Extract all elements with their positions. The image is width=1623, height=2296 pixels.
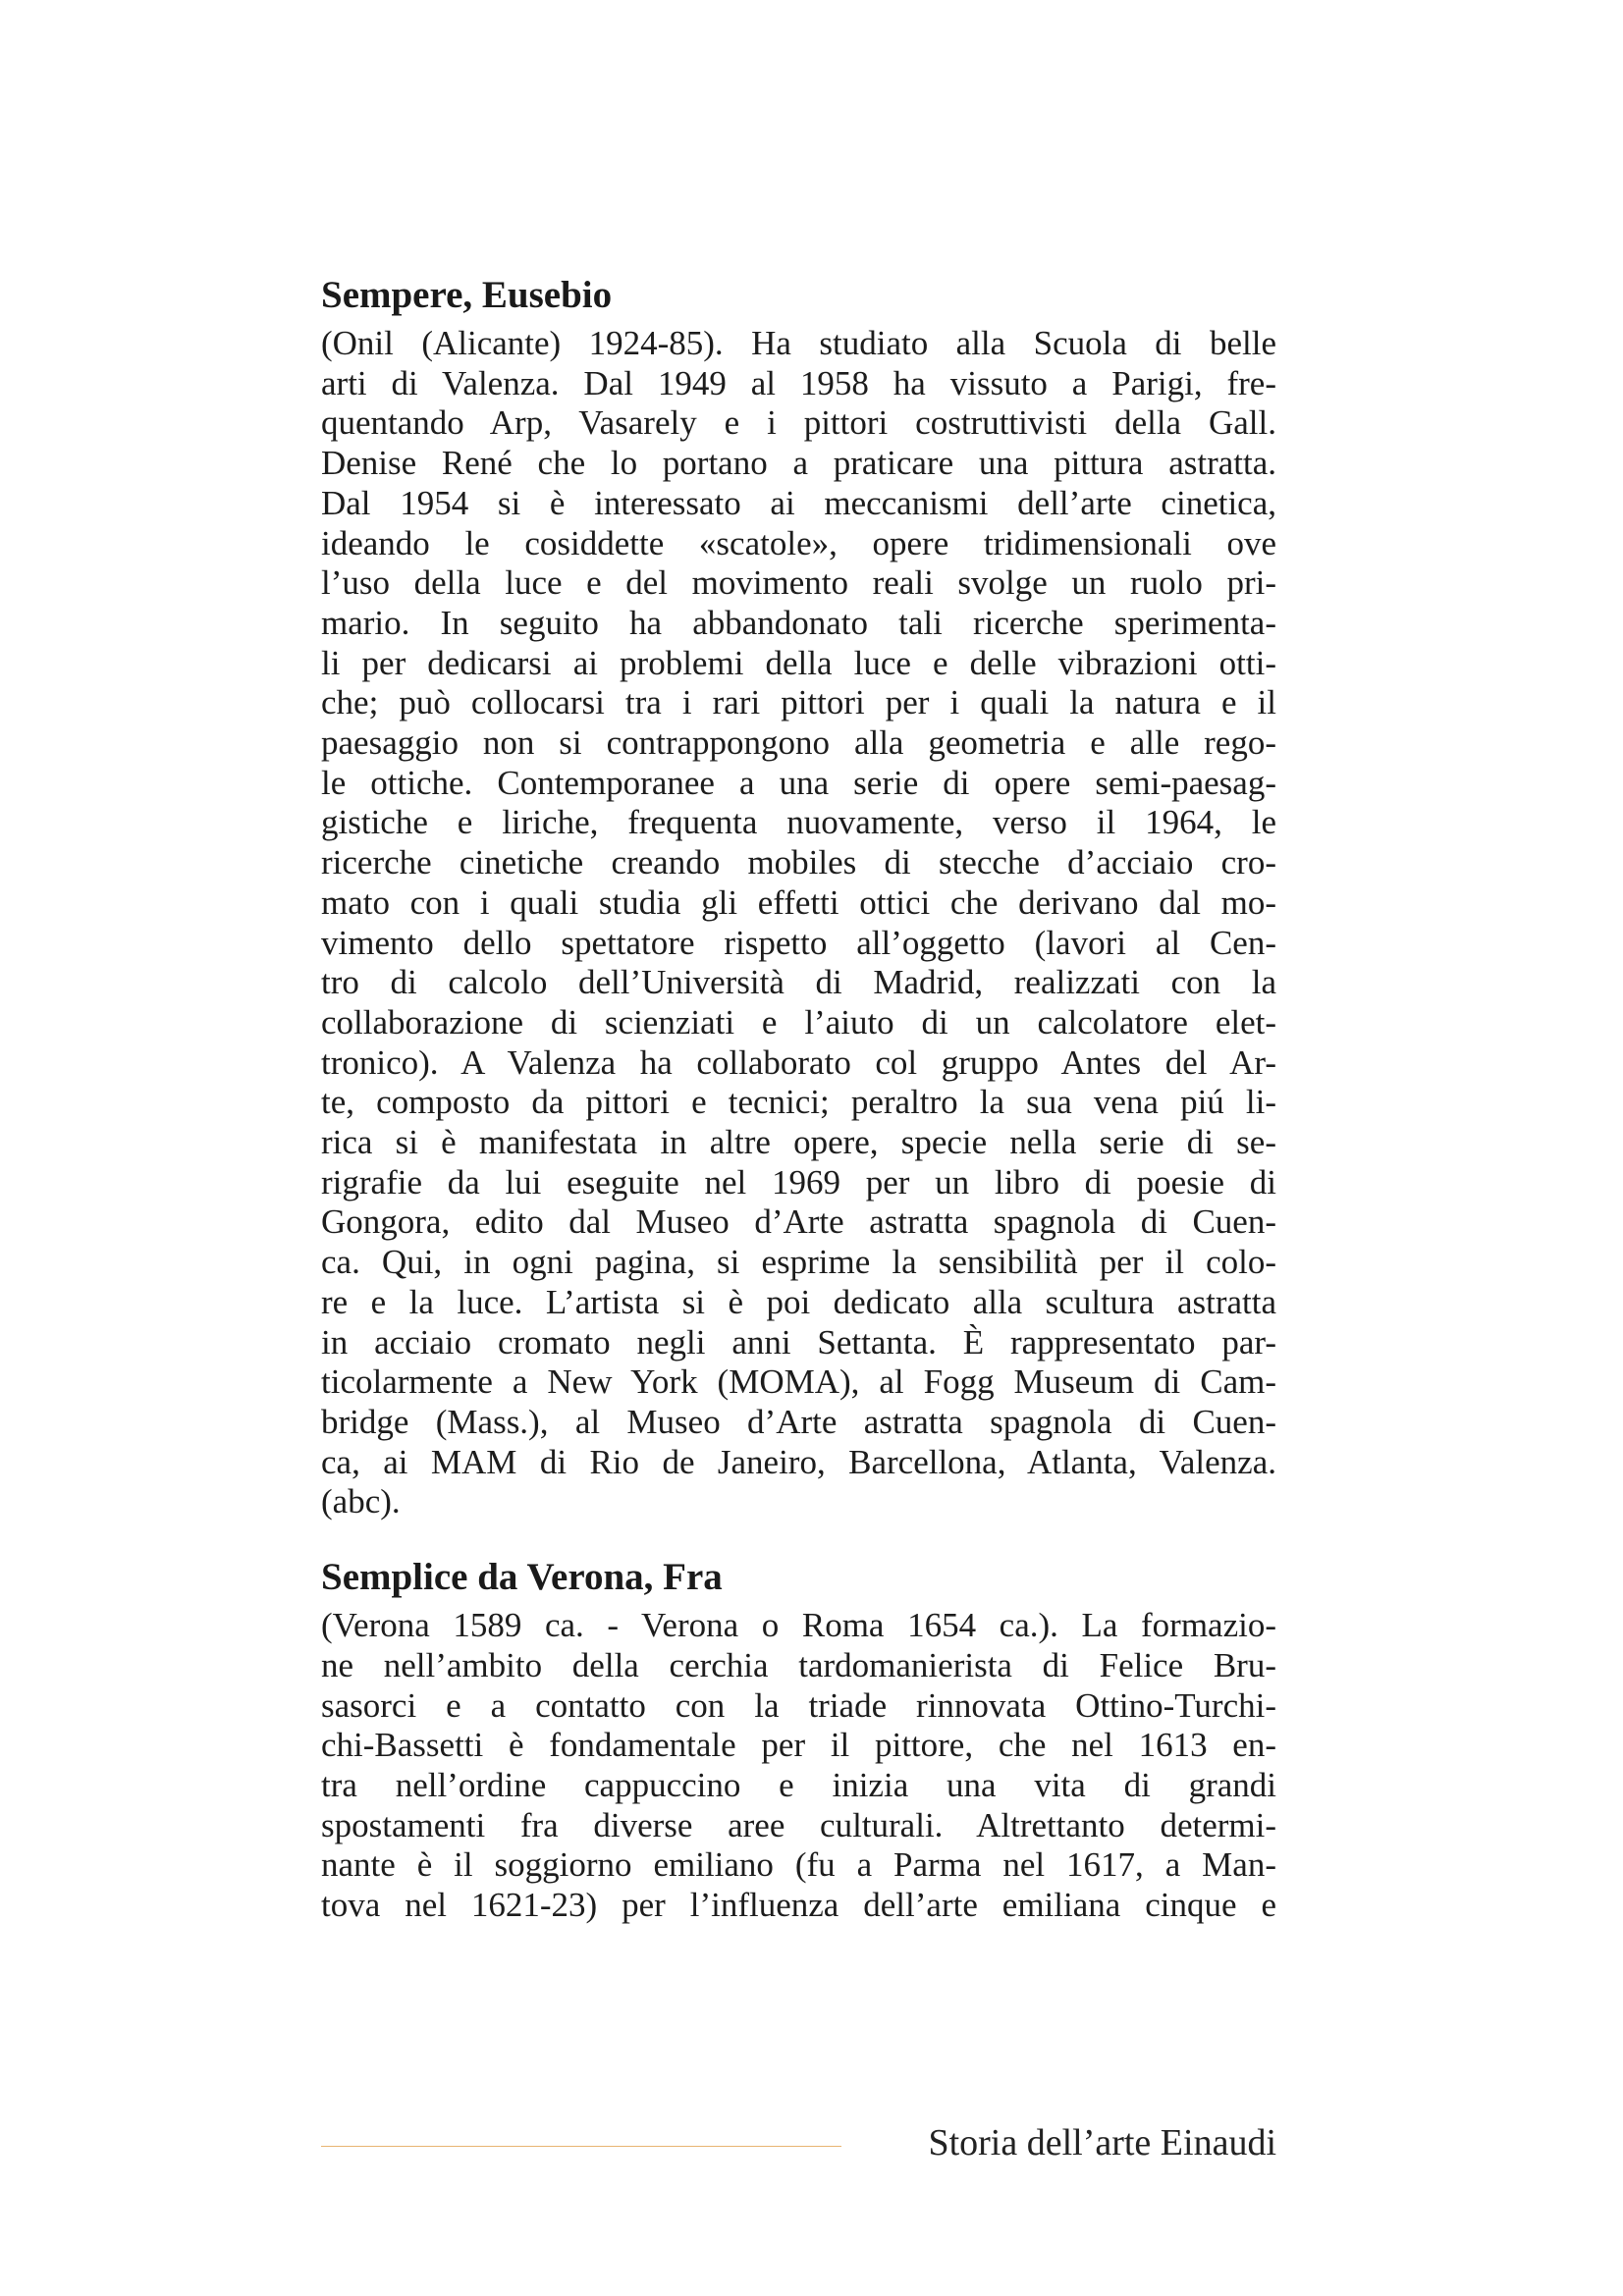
body-line: nante è il soggiorno emiliano (fu a Parma nel 1617, a Man- bbox=[321, 1845, 1276, 1885]
footer-rule bbox=[321, 2146, 841, 2147]
body-line: ricerche cinetiche creando mobiles di stecche d’acciaio cro- bbox=[321, 843, 1276, 882]
body-line: le ottiche. Contemporanee a una serie di opere semi-paesag- bbox=[321, 763, 1276, 802]
body-line: gistiche e liriche, frequenta nuovamente, verso il 1964, le bbox=[321, 803, 1276, 842]
text-column bbox=[321, 273, 1276, 1926]
body-line: ne nell’ambito della cerchia tardomanierista di Felice Bru- bbox=[321, 1645, 1276, 1684]
entry-body bbox=[321, 1606, 1276, 1926]
body-line: mario. In seguito ha abbandonato tali ricerche sperimenta- bbox=[321, 603, 1276, 642]
body-line: sasorci e a contatto con la triade rinnovata Ottino-Turchi- bbox=[321, 1685, 1276, 1725]
body-line: te, composto da pittori e tecnici; peraltro la sua vena piú li- bbox=[321, 1083, 1276, 1122]
body-line: ca, ai MAM di Rio de Janeiro, Barcellona, Atlanta, Valenza. bbox=[321, 1442, 1276, 1481]
body-line: l’uso della luce e del movimento reali svolge un ruolo pri- bbox=[321, 563, 1276, 603]
body-line: Denise René che lo portano a praticare una pittura astratta. bbox=[321, 444, 1276, 483]
body-line: re e la luce. L’artista si è poi dedicato alla scultura astratta bbox=[321, 1282, 1276, 1321]
body-line: ideando le cosiddette «scatole», opere tridimensionali ove bbox=[321, 523, 1276, 562]
body-line: quentando Arp, Vasarely e i pittori costruttivisti della Gall. bbox=[321, 403, 1276, 443]
body-line: (Onil (Alicante) 1924-85). Ha studiato alla Scuola di belle bbox=[321, 324, 1276, 362]
body-line: spostamenti fra diverse aree culturali. Altrettanto determi- bbox=[321, 1805, 1276, 1844]
body-line: tronico). A Valenza ha collaborato col gruppo Antes del Ar- bbox=[321, 1042, 1276, 1082]
body-line: ticolarmente a New York (MOMA), al Fogg Museum di Cam- bbox=[321, 1362, 1276, 1402]
body-line: arti di Valenza. Dal 1949 al 1958 ha vissuto a Parigi, fre- bbox=[321, 363, 1276, 402]
body-line: vimento dello spettatore rispetto all’oggetto (lavori al Cen- bbox=[321, 923, 1276, 962]
body-line: bridge (Mass.), al Museo d’Arte astratta spagnola di Cuen- bbox=[321, 1402, 1276, 1441]
body-line: tra nell’ordine cappuccino e inizia una vita di grandi bbox=[321, 1765, 1276, 1804]
body-line: Dal 1954 si è interessato ai meccanismi dell’arte cinetica, bbox=[321, 483, 1276, 522]
page-footer bbox=[321, 2118, 1276, 2167]
body-line: li per dedicarsi ai problemi della luce e delle vibrazioni otti- bbox=[321, 643, 1276, 682]
entry-title: Semplice da Verona, Fra bbox=[321, 1556, 723, 1599]
body-line: (Verona 1589 ca. - Verona o Roma 1654 ca.). La formazio- bbox=[321, 1606, 1276, 1645]
body-line: Gongora, edito dal Museo d’Arte astratta spagnola di Cuen- bbox=[321, 1202, 1276, 1242]
body-line: collaborazione di scienziati e l’aiuto di un calcolatore elet- bbox=[321, 1002, 1276, 1041]
body-line: tova nel 1621-23) per l’influenza dell’arte emiliana cinque e bbox=[321, 1886, 1276, 1925]
body-line: che; può collocarsi tra i rari pittori per i quali la natura e il bbox=[321, 683, 1276, 722]
body-line: mato con i quali studia gli effetti ottici che derivano dal mo- bbox=[321, 882, 1276, 922]
entry-sempere bbox=[321, 273, 1276, 1522]
footer-text: Storia dell’arte Einaudi bbox=[928, 2122, 1276, 2163]
body-line: in acciaio cromato negli anni Settanta. È rappresentato par- bbox=[321, 1322, 1276, 1362]
entry-title: Sempere, Eusebio bbox=[321, 274, 613, 316]
entry-semplice bbox=[321, 1555, 1276, 1926]
body-line: rigrafie da lui eseguite nel 1969 per un libro di poesie di bbox=[321, 1162, 1276, 1201]
body-line: tro di calcolo dell’Università di Madrid, realizzati con la bbox=[321, 963, 1276, 1002]
body-line: ca. Qui, in ogni pagina, si esprime la sensibilità per il colo- bbox=[321, 1243, 1276, 1282]
body-line: chi-Bassetti è fondamentale per il pittore, che nel 1613 en- bbox=[321, 1726, 1276, 1765]
body-line: paesaggio non si contrappongono alla geometria e alle rego- bbox=[321, 723, 1276, 763]
body-line: (abc). bbox=[321, 1482, 401, 1522]
entry-body bbox=[321, 324, 1276, 1522]
body-line: rica si è manifestata in altre opere, specie nella serie di se- bbox=[321, 1123, 1276, 1162]
